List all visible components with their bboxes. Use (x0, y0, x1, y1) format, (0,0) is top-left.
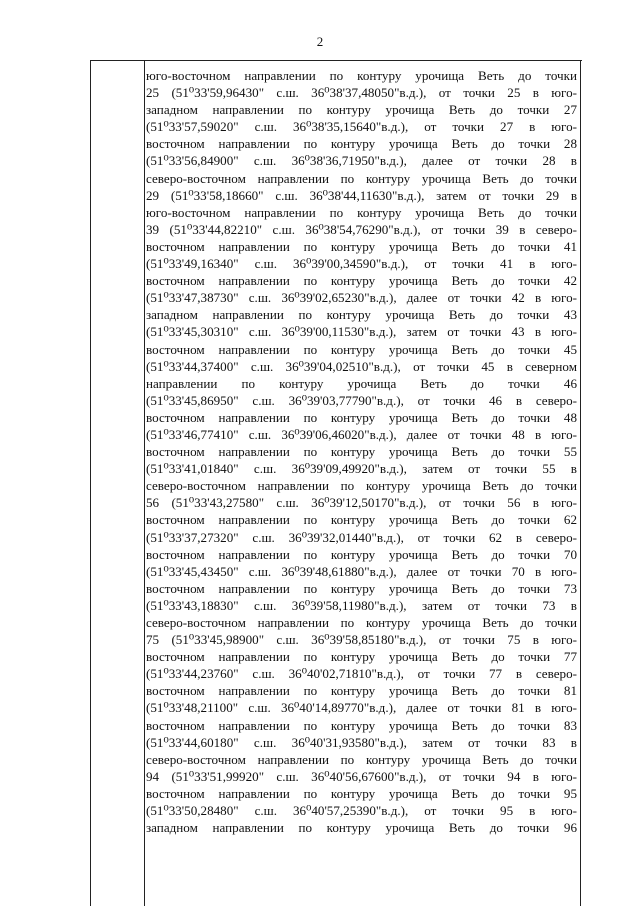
text-line: 29 (51⁰33'58,18660" с.ш. 36⁰38'44,11630"в.д.), затем от точки 29 в (146, 187, 577, 203)
text-line: северо-восточном направлении по контуру урочища Веть до точки (146, 615, 577, 630)
text-line: восточном направлении по контуру урочища Веть до точки 95 (146, 785, 577, 801)
text-line: северо-восточном направлении по контуру урочища Веть до точки (146, 478, 577, 494)
text-line: (51⁰33'45,30310" с.ш. 36⁰39'00,11530"в.д.), затем от точки 43 в юго- (146, 324, 577, 340)
text-line: юго-восточном направлении по контуру урочища Веть до точки (146, 68, 577, 83)
text-line: восточном направлении по контуру урочища Веть до точки 81 (146, 683, 577, 699)
text-line: юго-восточном направлении по контуру урочища Веть до точки (146, 204, 577, 220)
text-line: восточном направлении по контуру урочища Веть до точки 83 (146, 717, 577, 733)
document-table (90, 60, 582, 906)
boundary-description-text (146, 67, 577, 836)
text-line: (51⁰33'50,28480" с.ш. 36⁰40'57,25390"в.д.), от точки 95 в юго- (146, 803, 577, 819)
text-line: (51⁰33'47,38730" с.ш. 36⁰39'02,65230"в.д.), далее от точки 42 в юго- (146, 290, 577, 306)
text-line: восточном направлении по контуру урочища Веть до точки 77 (146, 649, 577, 665)
text-line: восточном направлении по контуру урочища Веть до точки 73 (146, 580, 577, 596)
text-line: (51⁰33'46,77410" с.ш. 36⁰39'06,46020"в.д.), далее от точки 48 в юго- (146, 426, 577, 442)
text-line: северо-восточном направлении по контуру урочища Веть до точки (146, 170, 577, 186)
text-line: западном направлении по контуру урочища Веть до точки 96 (146, 820, 577, 836)
text-line: 39 (51⁰33'44,82210" с.ш. 36⁰38'54,76290"в.д.), от точки 39 в северо- (146, 221, 577, 237)
text-line: западном направлении по контуру урочища Веть до точки 43 (146, 307, 577, 323)
text-line: (51⁰33'45,43450" с.ш. 36⁰39'48,61880"в.д.), далее от точки 70 в юго- (146, 563, 577, 579)
page-number: 2 (316, 34, 324, 49)
text-line: (51⁰33'43,18830" с.ш. 36⁰39'58,11980"в.д.), затем от точки 73 в (146, 597, 577, 613)
text-line: 94 (51⁰33'51,99920" с.ш. 36⁰40'56,67600"в.д.), от точки 94 в юго- (146, 768, 577, 784)
table-left-border (90, 61, 91, 906)
table-right-border (580, 61, 581, 906)
text-line: западном направлении по контуру урочища Веть до точки 27 (146, 102, 577, 118)
table-column-divider (144, 61, 145, 906)
text-line: (51⁰33'48,21100" с.ш. 36⁰40'14,89770"в.д.), далее от точки 81 в юго- (146, 700, 577, 716)
text-line: восточном направлении по контуру урочища Веть до точки 28 (146, 136, 577, 152)
text-line: (51⁰33'44,23760" с.ш. 36⁰40'02,71810"в.д.), от точки 77 в северо- (146, 666, 577, 682)
text-line: (51⁰33'41,01840" с.ш. 36⁰39'09,49920"в.д.), затем от точки 55 в (146, 461, 577, 477)
text-line: 56 (51⁰33'43,27580" с.ш. 36⁰39'12,50170"в.д.), от точки 56 в юго- (146, 495, 577, 511)
text-line: 75 (51⁰33'45,98900" с.ш. 36⁰39'58,85180"в.д.), от точки 75 в юго- (146, 632, 577, 648)
text-line: направлении по контуру урочища Веть до точки 46 (146, 375, 577, 391)
text-line: восточном направлении по контуру урочища Веть до точки 55 (146, 444, 577, 460)
text-line: восточном направлении по контуру урочища Веть до точки 45 (146, 341, 577, 357)
text-line: 25 (51⁰33'59,96430" с.ш. 36⁰38'37,48050"в.д.), от точки 25 в юго- (146, 85, 577, 101)
text-line: восточном направлении по контуру урочища Веть до точки 62 (146, 512, 577, 528)
text-line: (51⁰33'56,84900" с.ш. 36⁰38'36,71950"в.д.), далее от точки 28 в (146, 153, 577, 169)
text-line: (51⁰33'57,59020" с.ш. 36⁰38'35,15640"в.д.), от точки 27 в юго- (146, 119, 577, 135)
text-line: восточном направлении по контуру урочища Веть до точки 70 (146, 546, 577, 562)
text-line: (51⁰33'49,16340" с.ш. 36⁰39'00,34590"в.д.), от точки 41 в юго- (146, 256, 577, 272)
text-line: северо-восточном направлении по контуру урочища Веть до точки (146, 751, 577, 767)
text-line: (51⁰33'45,86950" с.ш. 36⁰39'03,77790"в.д.), от точки 46 в северо- (146, 392, 577, 408)
text-line: (51⁰33'44,60180" с.ш. 36⁰40'31,93580"в.д.), затем от точки 83 в (146, 734, 577, 750)
text-line: (51⁰33'37,27320" с.ш. 36⁰39'32,01440"в.д.), от точки 62 в северо- (146, 529, 577, 545)
text-line: восточном направлении по контуру урочища Веть до точки 42 (146, 273, 577, 289)
text-line: восточном направлении по контуру урочища Веть до точки 41 (146, 238, 577, 254)
text-line: (51⁰33'44,37400" с.ш. 36⁰39'04,02510"в.д.), от точки 45 в северном (146, 358, 577, 374)
text-line: восточном направлении по контуру урочища Веть до точки 48 (146, 409, 577, 425)
